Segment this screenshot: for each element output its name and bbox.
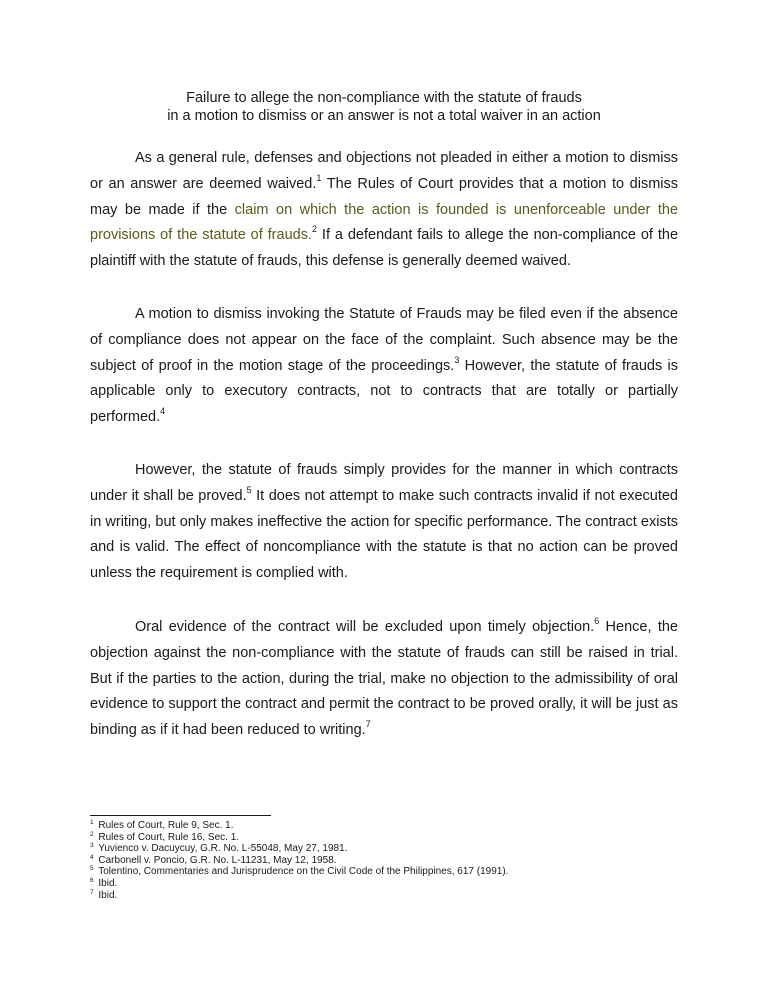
footnote-1 bbox=[90, 820, 678, 832]
paragraph-4 bbox=[90, 615, 678, 744]
footnote-ref-4[interactable]: 4 bbox=[160, 406, 166, 417]
document-title bbox=[90, 89, 678, 125]
footnote-separator bbox=[90, 815, 271, 816]
paragraph-1-text-c: If a defendant fails to allege the non-compliance of the plaintiff with the statute of frauds, this defense is generally deemed waived. bbox=[90, 227, 679, 270]
paragraph-4-text-b: Hence, the objection against the non-compliance with the statute of frauds can still be raised in trial. But if the parties to the action, during the trial, make no objection to the admissibility of oral evidence to support the contract and permit the contract to be proved orally, it will be just as binding as if it had been reduced to writing. bbox=[90, 619, 678, 739]
footnote-4 bbox=[90, 855, 678, 867]
footnote-text: Ibid. bbox=[95, 877, 118, 889]
paragraph-1-text-b: The Rules of Court provides that a motion to dismiss may be made if the bbox=[90, 175, 678, 218]
footnote-7 bbox=[90, 890, 678, 902]
paragraph-3-text-b: It does not attempt to make such contracts invalid if not executed in writing, but only makes ineffective the action for specific performance. The contract exists and is valid. The effect of noncompliance with the statute is that no action can be proved unless the requirement is complied with. bbox=[90, 487, 678, 582]
paragraph-4-text-a: Oral evidence of the contract will be excluded upon timely objection. bbox=[135, 619, 595, 635]
footnote-ref-5[interactable]: 5 bbox=[246, 484, 252, 495]
footnote-text: Tolentino, Commentaries and Jurisprudence on the Civil Code of the Philippines, 617 (1991). bbox=[95, 866, 509, 878]
footnotes bbox=[90, 820, 678, 901]
footnote-number: 1 bbox=[90, 819, 94, 826]
footnote-ref-1[interactable]: 1 bbox=[316, 172, 322, 183]
footnote-number: 6 bbox=[90, 876, 94, 884]
footnote-2 bbox=[90, 832, 678, 844]
footnote-text: Yuvienco v. Dacuycuy, G.R. No. L-55048, May 27, 1981. bbox=[95, 843, 348, 855]
paragraph-2-text-b: However, the statute of frauds is applicable only to executory contracts, not to contracts that are totally or partially performed. bbox=[90, 357, 678, 426]
highlighted-quote: claim on which the action is founded is unenforceable under the provisions of the statute of frauds. bbox=[90, 201, 678, 244]
footnote-number: 4 bbox=[90, 853, 94, 861]
footnote-number: 3 bbox=[90, 842, 94, 850]
paragraph-1 bbox=[90, 146, 678, 275]
footnote-number: 7 bbox=[90, 888, 94, 896]
footnote-6 bbox=[90, 878, 678, 890]
paragraph-3-text-a: However, the statute of frauds simply provides for the manner in which contracts under it shall be proved. bbox=[90, 462, 678, 504]
footnote-ref-2[interactable]: 2 bbox=[312, 224, 318, 235]
title-line-2: in a motion to dismiss or an answer is not a total waiver in an action bbox=[167, 108, 601, 124]
paragraph-2 bbox=[90, 302, 678, 431]
paragraph-2-text-a: A motion to dismiss invoking the Statute of Frauds may be filed even if the absence of compliance does not appear on the face of the complaint. Such absence may be the subject of proof in the motion stage of the proceedings. bbox=[90, 306, 678, 374]
footnote-5 bbox=[90, 866, 678, 878]
title-line-1: Failure to allege the non-compliance with the statute of frauds bbox=[186, 90, 582, 106]
footnote-text: Ibid. bbox=[95, 889, 118, 901]
footnote-number: 2 bbox=[90, 830, 94, 838]
footnote-number: 5 bbox=[90, 865, 94, 873]
footnote-ref-7[interactable]: 7 bbox=[365, 719, 371, 730]
footnote-text: Rules of Court, Rule 16, Sec. 1. bbox=[95, 831, 240, 843]
paragraph-3 bbox=[90, 458, 678, 587]
footnote-text: Carbonell v. Poncio, G.R. No. L-11231, May 12, 1958. bbox=[95, 854, 337, 866]
paragraph-1-text-a: As a general rule, defenses and objections not pleaded in either a motion to dismiss or an answer are deemed waived. bbox=[90, 150, 678, 192]
footnote-ref-6[interactable]: 6 bbox=[594, 616, 600, 626]
footnote-3 bbox=[90, 843, 678, 855]
footnote-ref-3[interactable]: 3 bbox=[454, 354, 460, 365]
footnote-text: Rules of Court, Rule 9, Sec. 1. bbox=[95, 820, 234, 831]
